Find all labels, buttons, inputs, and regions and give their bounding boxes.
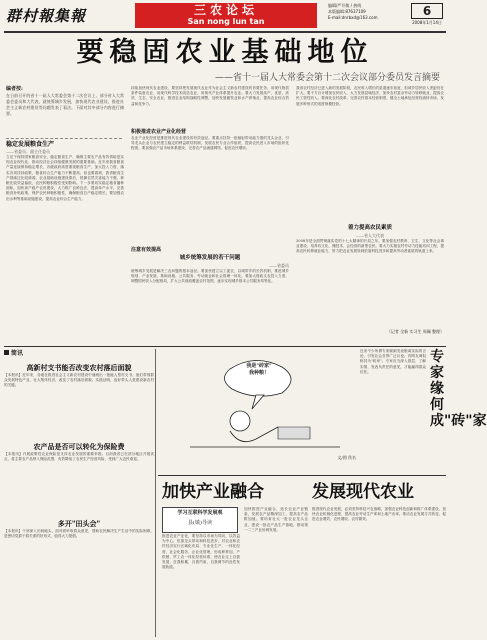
feature-box-title: 学习互联科学发展观: [177, 510, 223, 516]
subsection-heading: 城乡统筹发展的若干问题: [179, 255, 241, 261]
section-rule: [4, 346, 446, 347]
brief-headline: 农产品是否可以转化为保险费: [33, 442, 125, 451]
section-label: 简讯: [4, 349, 154, 358]
issue-date: 2008年1月14日: [412, 20, 442, 25]
feature-box: [162, 507, 238, 533]
byline: ——省委员: [269, 263, 289, 268]
brief-headline: 多开"田头会": [57, 519, 101, 528]
editor-note: [6, 86, 124, 136]
editor-note-label: 编者按:: [6, 86, 23, 92]
cartoon-caption-block: [160, 455, 356, 473]
section-rule: [158, 475, 446, 476]
channel-pinyin: San nong lun tan: [187, 17, 265, 26]
feature-body-2: 加快推进产业融合，延长农业产业链条，发展农产品精深加工，提高农产品附加值。要培育壮大一批农业龙头企业，建设一批农产品生产基地，推动第一二三产业协调发展。: [244, 507, 308, 532]
feature-body-1: 推进农业产业化，要坚持以市场为导向，以效益为中心，依靠龙头带动和科技进步，对农业和农村经济实行区域化布局、专业化生产、一体化经营、社会化服务、企业化管理，形成种养加、产供销、贸工农一体化经营体系，使农业走上自我发展、自我积累、自我约束、自我调节的良性发展轨道。: [162, 534, 240, 570]
brief-body: 【本报讯】干部深入田间地头，面对面听取群众意见，帮助农民解决生产生活中的实际困难，是密切党群干群关系的好形式，值得大力提倡。: [4, 529, 154, 539]
newspaper-masthead: 群村報集報: [6, 7, 87, 25]
article-column-2: [131, 86, 289, 344]
cartoon-article: [360, 349, 487, 473]
channel-title: 三农论坛: [193, 3, 258, 17]
masthead-rule: [4, 31, 446, 33]
feature-headline-right: 发展现代农业: [312, 482, 414, 502]
editor-note-text: 在日前召开的省十一届人大常委会第十二次会议上，部分省人大常委会委员和大代表，就统筹城乡发展，加快现代农业建设，推进社会主义新农村建设等问题发表了看法。下面对其中部分内容进行摘要。: [6, 93, 124, 116]
cartoon-title: 专家缘何成"砖"家: [430, 349, 487, 429]
byline: ——省委员、副主任委员: [6, 149, 50, 154]
cartoon-body: 近来不少所谓专家频频发表脱离实际的言论，引发社会各界广泛议论。有网友调侃称其为"砖家"。专家应当深入基层、了解实情，发表负责任的意见，才能赢得群众信任。: [360, 349, 426, 374]
body-text: 立足于保持国家粮食安全，稳定粮食生产，确保主要农产品有效供给是实现农业现代化、推动经济社会持续健康发展的重要基础。近年来我省粮食产量连续保持稳定增长，各级政府高度重视粮食生产，加大投入力度，落实各项扶持政策，粮食综合生产能力不断提高。但也要看到，我省粮食生产基础还比较薄弱，农业基础设施建设滞后，抵御自然灾害能力不强，种粮比较效益偏低，农民种粮积极性受到影响。下一步要切实稳定粮食播种面积，加快高产稳产农田建设，大力推广良种良法，提高单产水平，完善粮食补贴政策，保护农民种粮积极性，确保粮食总产稳定增长。要加强农田水利等基础设施建设，提高农业综合生产能力。: [6, 155, 124, 201]
feature-headline-left: 加快产业融合: [162, 482, 264, 502]
feature-box-sub: 县(镇)导读: [188, 520, 212, 526]
cartoon-illustration: [160, 349, 356, 453]
page-number: 6: [411, 3, 443, 19]
news-briefs: [4, 349, 154, 637]
brief-headline: 高新村支书能否改变农村落后面貌: [26, 363, 132, 372]
body-text: 统筹城乡发展是解决三农问题的根本途径。要加快建立以工促农、以城带乡的长效机制，推进城乡规划、产业发展、基础设施、公共服务、劳动就业和社会管理一体化。要加大财政支农投入力度，调整国民收入分配格局，扩大公共财政覆盖农村范围，逐步实现城乡基本公共服务均等化。: [131, 269, 289, 284]
brief-body: 【本报讯】近年来，各地在推进社会主义新农村建设中涌现出一批能人型村支书。他们带领群众发展特色产业，壮大集体经济，改变了农村落后面貌。实践证明，选好带头人是建设新农村的关键。: [4, 373, 154, 388]
main-subheadline: ——省十一届人大常委会第十二次会议部分委员发言摘要: [214, 73, 440, 83]
cartoon-byline: 文/图 佚名: [337, 455, 356, 460]
square-bullet-icon: [4, 350, 9, 355]
note-divider: [6, 138, 122, 139]
channel-banner: [135, 3, 317, 28]
body-text: 2008年是全面贯彻落实党的十七大精神的开局之年。要加强农村教育、卫生、文化等社会事业建设，培养有文化、懂技术、会经营的新型农民。要大力实施农村劳动力技能培训工程，提高农民转移就业能力，努力把农业发展转到依靠科技进步和提高劳动者素质的轨道上来。: [296, 239, 444, 254]
column-rule: [155, 349, 156, 637]
subsection-label: 注意有效提高: [131, 247, 162, 253]
body-text: 农业产业化经营是推进现代农业建设的有效途径。要重点扶持一批辐射带动能力强的龙头企业，引导龙头企业与农民建立稳定的利益联结机制，发展农民专业合作组织，提高农民进入市场的组织化程度。要加强农产品市场体系建设，完善农产品流通网络，促进农民增收。: [131, 136, 289, 151]
section-heading: 稳定发展粮食生产: [6, 141, 55, 148]
subsection-heading: 着力提高农民素质: [347, 225, 392, 231]
feature-body-3: 推进现代农业发展，必须坚持科技兴农战略，加强农业科技创新和推广体系建设，加快农业机械化进程，提高农业劳动生产率和土地产出率，推动农业发展方式转变，促进农业增效、农民增收、农村繁荣。: [312, 507, 446, 522]
article-column-3: [296, 86, 444, 344]
speech-bubble-text: 我是"砖家" 我种粮！: [246, 363, 272, 376]
body-text: 持续加快现代农业建设，要坚持把发展现代农业作为社会主义新农村建设的首要任务，用现代物质条件装备农业，用现代科学技术改造农业，用现代产业体系提升农业。要大力发展高产、优质、高效、生态、安全农业，推进农业结构战略性调整，加快发展畜牧业和水产养殖业，提高农业综合效益和竞争力。: [131, 86, 289, 106]
signature: （记者 全新 实习生 周佩 整理）: [386, 329, 444, 334]
editor-info: 编辑/严开敏 / 热线 本版编辑:87637109 E-mail:dnrbxd@163.com: [328, 3, 378, 20]
byline: ——省人大代表: [356, 233, 384, 238]
main-headline: 要稳固农业基础地位: [76, 37, 374, 68]
body-text: 我省农村经济已进入新的发展阶段，农民收入增长的渠道逐步拓宽，但城乡居民收入差距仍在扩大。要千方百计增加农民收入，大力发展县域经济，加快农村富余劳动力转移就业，提高农民工资性收入。要深化农村改革，完善农村基本经营制度，健全土地承包经营权流转市场，发展多种形式的适度规模经营。: [296, 86, 444, 106]
brief-body: 【本报讯】开展政策性农业保险是支持农业发展的重要举措。目前我省已在部分地区开展试点，将主要农产品纳入保险范围，有效降低了农民生产经营风险，受到广大农民欢迎。: [4, 452, 154, 462]
article-column-1: [6, 140, 124, 345]
subsection-heading: 积极推进农业产业化经营: [131, 129, 187, 135]
